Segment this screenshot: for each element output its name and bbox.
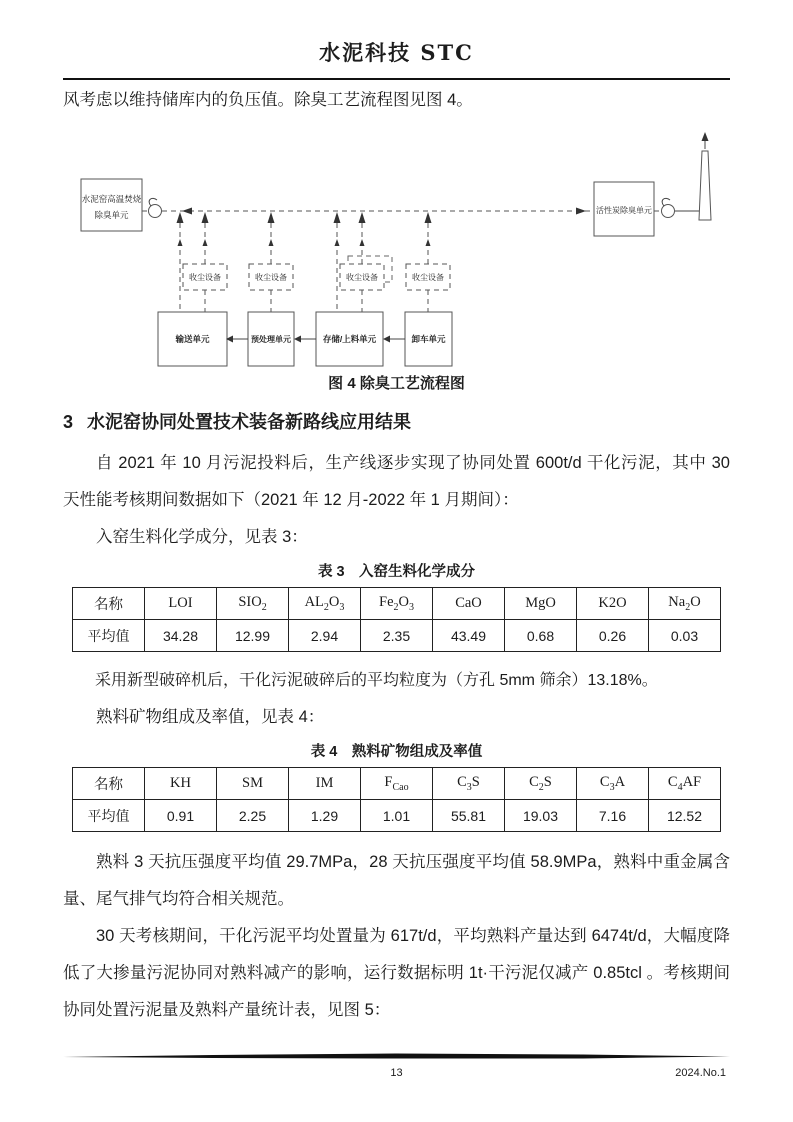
table-cell: 43.49 [433, 620, 505, 652]
table-cell: IM [289, 768, 361, 800]
table-cell: CaO [433, 588, 505, 620]
table-cell: 1.29 [289, 800, 361, 832]
page-number: 13 [390, 1067, 403, 1079]
table3-caption: 表 3 入窑生料化学成分 [317, 564, 476, 580]
table-cell: $C_2S$ [505, 768, 577, 800]
issue-number: 2024.No.1 [675, 1067, 726, 1079]
table-cell: 2.35 [361, 620, 433, 652]
section-heading [63, 409, 730, 435]
table3-raw-meal-composition [72, 587, 721, 652]
table-cell: 2.94 [289, 620, 361, 652]
table-cell: KH [145, 768, 217, 800]
table-cell: $Na_2O$ [649, 588, 721, 620]
unit-label-conveying: 输送单元 [175, 334, 210, 344]
header-rule [63, 78, 730, 80]
paragraph: 入窑生料化学成分，见表 3： [96, 528, 308, 546]
table-cell: 平均值 [73, 620, 145, 652]
left-unit-label-line1: 水泥窑高温焚烧 [81, 194, 142, 204]
dust-collector-label: 收尘设备 [189, 273, 221, 282]
table-cell: 12.99 [217, 620, 289, 652]
left-unit-label-line2: 除臭单元 [94, 210, 129, 220]
paragraph: 30 天考核期间，干化污泥平均处置量为 617t/d，平均熟料产量达到 6474t/d，大幅度降低了大掺量污泥协同对熟料减产的影响，运行数据标明 1t·干污泥仅减产 0.85tcl 。考核期间协同处置污泥量及熟料产量统计表，见图 5： [63, 927, 730, 1019]
table-cell: 0.26 [577, 620, 649, 652]
paragraph-intro: 风考虑以维持储库内的负压值。除臭工艺流程图见图 4。 [63, 91, 473, 109]
left-flow-arrow-icon [182, 208, 192, 215]
unit-label-unloading: 卸车单元 [411, 334, 446, 344]
paragraph: 自 2021 年 10 月污泥投料后，生产线逐步实现了协同处置 600t/d 干化污泥，其中 30 天性能考核期间数据如下（2021 年 12 月-2022 年 1 月期间）： [63, 454, 730, 509]
section-title: 水泥窑协同处置技术装备新路线应用结果 [87, 412, 412, 432]
table-cell: 7.16 [577, 800, 649, 832]
fan-icon [149, 205, 162, 218]
table-cell: 55.81 [433, 800, 505, 832]
table-cell: 12.52 [649, 800, 721, 832]
figure4-caption: 图 4 除臭工艺流程图 [328, 375, 465, 392]
table-cell: 0.68 [505, 620, 577, 652]
table4-clinker-mineral-composition [72, 767, 721, 832]
section-number: 3 [63, 412, 74, 432]
unit-label-storage-feeding: 存储/上料单元 [322, 334, 377, 344]
riser-up-arrows [177, 212, 432, 246]
table-cell: 0.91 [145, 800, 217, 832]
table-cell: 名称 [73, 768, 145, 800]
footer-rule [63, 1053, 730, 1059]
table-cell: MgO [505, 588, 577, 620]
table-cell: $SIO_2$ [217, 588, 289, 620]
paragraph: 熟料矿物组成及率值，见表 4： [96, 708, 325, 726]
table-cell: 1.01 [361, 800, 433, 832]
table-cell: 2.25 [217, 800, 289, 832]
table-cell: $C_4AF$ [649, 768, 721, 800]
table-cell: $Fe_2O_3$ [361, 588, 433, 620]
stack-exhaust-arrow-icon [702, 132, 709, 141]
table-cell: $C_3A$ [577, 768, 649, 800]
left-unit-box [81, 179, 142, 231]
journal-title: 水泥科技 STC [319, 40, 474, 65]
table-cell: $F_{Cao}$ [361, 768, 433, 800]
fan-icon [662, 205, 675, 218]
dust-collector-label: 收尘设备 [346, 273, 378, 282]
page-footer [63, 1046, 730, 1083]
table-cell: 0.03 [649, 620, 721, 652]
table-cell: $AL_2O_3$ [289, 588, 361, 620]
table-cell: SM [217, 768, 289, 800]
unit-label-pretreatment: 预处理单元 [251, 335, 291, 344]
table-cell: $C_3S$ [433, 768, 505, 800]
figure-deodorization-flowchart [0, 119, 793, 369]
dust-collector-label: 收尘设备 [255, 273, 287, 282]
stack-icon [699, 151, 711, 220]
table-cell: 平均值 [73, 800, 145, 832]
table-cell: 34.28 [145, 620, 217, 652]
paragraph: 采用新型破碎机后，干化污泥破碎后的平均粒度为（方孔 5mm 筛余）13.18%。 [95, 672, 658, 689]
dust-collector-label: 收尘设备 [412, 273, 444, 282]
dust-collector-boxes [183, 256, 450, 290]
paragraph: 熟料 3 天抗压强度平均值 29.7MPa，28 天抗压强度平均值 58.9MPa，熟料中重金属含量、尾气排气均符合相关规范。 [63, 853, 730, 908]
table-cell: 19.03 [505, 800, 577, 832]
table-cell: 名称 [73, 588, 145, 620]
right-flow-arrow-icon [576, 208, 586, 215]
table-cell: K2O [577, 588, 649, 620]
table-cell: LOI [145, 588, 217, 620]
right-unit-label: 活性炭除臭单元 [596, 206, 652, 215]
riser-lines [180, 214, 428, 312]
table4-caption: 表 4 熟料矿物组成及率值 [310, 744, 483, 760]
